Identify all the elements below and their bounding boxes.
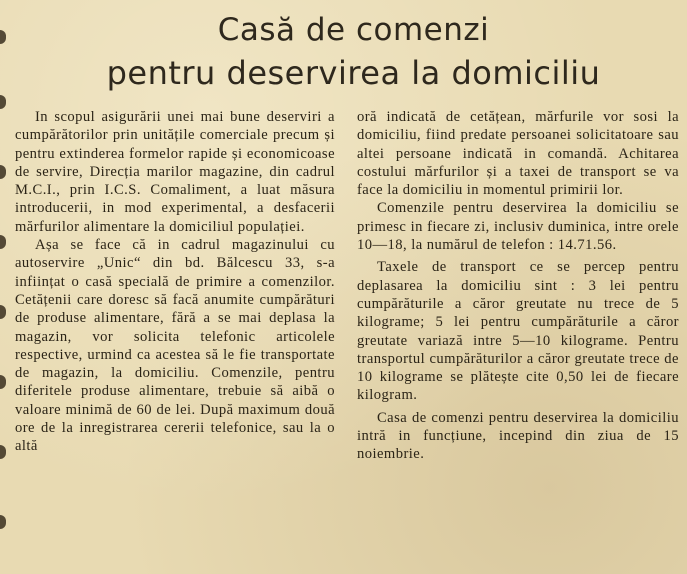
headline-line-1: Casă de comenzi	[217, 12, 490, 48]
binding-hole	[0, 95, 6, 109]
paragraph: Casa de comenzi pentru deservirea la domiciliu intră in funcțiune, incepind din ziua de 15 noiembrie.	[357, 409, 679, 463]
binding-holes	[0, 0, 10, 574]
article-column-left	[15, 108, 335, 456]
binding-hole	[0, 375, 6, 389]
binding-hole	[0, 515, 6, 529]
paragraph: oră indicată de cetățean, mărfurile vor sosi la domiciliu, fiind predate persoanei solicitatoare sau altei persoane indicată in comandă. Achitarea costului mărfurilor și a taxei de transport se va face la domiciliu in momentul primirii lor.	[357, 109, 679, 199]
paragraph: Așa se face că in cadrul magazinului cu autoservire „Unic“ din bd. Bălcescu 33, s-a inființat o casă specială de primire a comenzilor. Cetățenii care doresc să facă anumite cumpărături de produse alimentare, fără a se mai deplasa la magazin, vor solicita telefonic articolele respective, urmind ca acestea să le fie transportate de magazin, la domiciliu. Comenzile, pentru diferitele produse alimentare, trebuie să aibă o valoare minimă de 60 de lei. După maximum două ore de la inregistrarea cererii telefonice, sau la o altă	[15, 237, 335, 455]
binding-hole	[0, 305, 6, 319]
binding-hole	[0, 30, 6, 44]
headline-line-2: pentru deservirea la domiciliu	[106, 54, 601, 92]
paragraph: Comenzile pentru deservirea la domiciliu se primesc in fiecare zi, inclusiv duminica, intre orele 10—18, la numărul de telefon : 14.71.56.	[357, 200, 679, 254]
binding-hole	[0, 165, 6, 179]
binding-hole	[0, 445, 6, 459]
binding-hole	[0, 235, 6, 249]
paragraph: In scopul asigurării unei mai bune deserviri a cumpărătorilor prin unitățile comerciale precum și pentru extinderea formelor rapide și economicoase de servire, Direcția marilor magazine, din cadrul M.C.I., prin I.C.S. Comaliment, a luat măsura introducerii, in mod experimental, a desfacerii mărfurilor alimentare la domiciliul populației.	[15, 109, 335, 235]
article-column-right	[357, 108, 679, 464]
paragraph: Taxele de transport ce se percep pentru deplasarea la domiciliu sint : 3 lei pentru cumpărăturile a căror greutate nu trece de 5 kilograme; 5 lei pentru cumpărăturile a căror greutate variază intre 5—10 kilograme. Pentru transportul cumpărăturilor a căror greutate trece de 10 kilograme se plătește cite 0,50 lei de fiecare kilogram.	[357, 259, 679, 404]
